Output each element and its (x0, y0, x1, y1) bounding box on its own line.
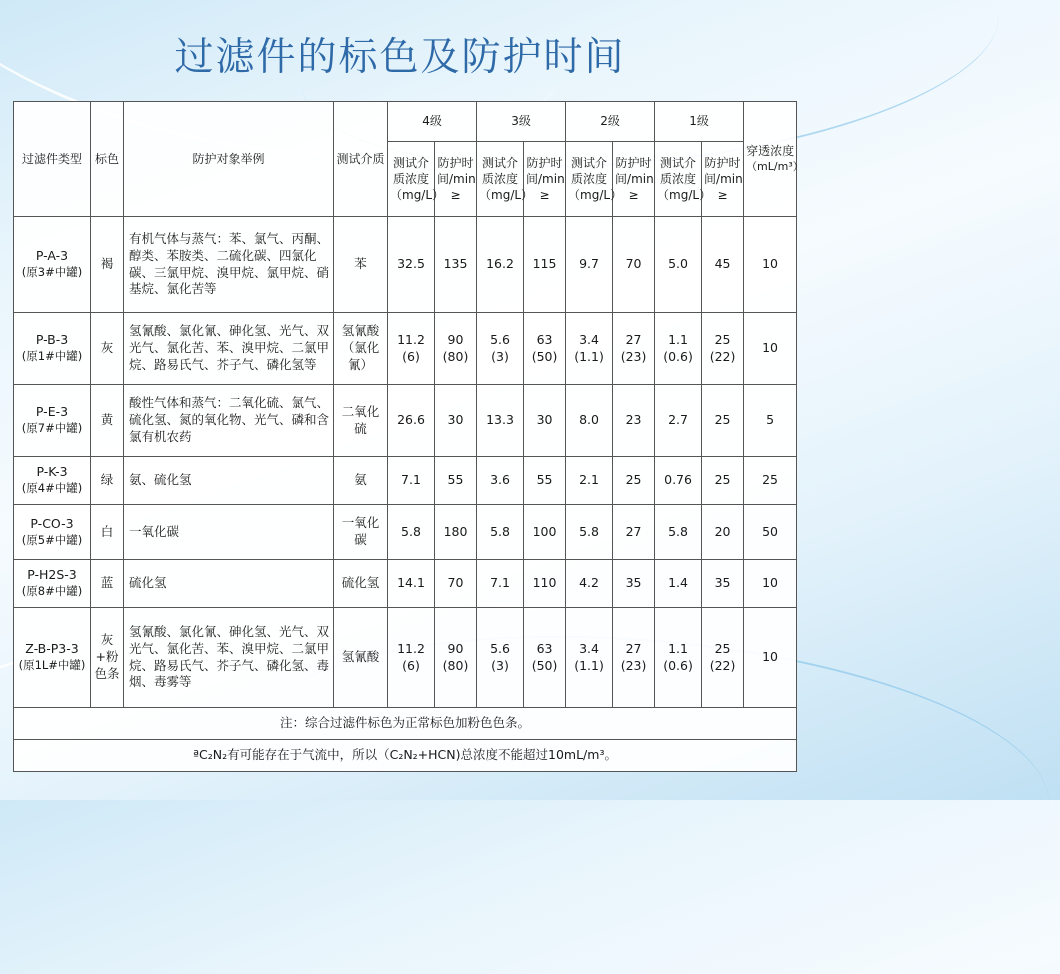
filter-type-cell (14, 457, 91, 505)
filter-type: P-K-3 (36, 464, 68, 480)
header-concentration: 测试介质浓度（mg/L） (566, 142, 613, 217)
concentration-cell (655, 560, 702, 608)
protect-time-cell-alt-value: (50) (531, 657, 558, 673)
color-cell: 白 (91, 505, 124, 560)
concentration-cell (388, 560, 435, 608)
concentration-cell (566, 457, 613, 505)
header-level-3: 3级 (477, 102, 566, 142)
concentration-cell (477, 385, 524, 457)
filter-type: Z-B-P3-3 (25, 641, 79, 657)
concentration-cell-value: 32.5 (397, 256, 425, 272)
protection-objects-cell: 氨、硫化氢 (124, 457, 334, 505)
header-protect-time: 防护时间/min ≥ (613, 142, 655, 217)
protect-time-cell (524, 608, 566, 708)
concentration-cell-value: 7.1 (490, 575, 510, 591)
protect-time-cell (524, 560, 566, 608)
header-penetration-label: 穿透浓度 (746, 144, 795, 159)
concentration-cell-alt-value: (0.6) (663, 348, 693, 364)
concentration-cell-alt-value: (0.6) (663, 657, 693, 673)
filter-type-former: (原1L#中罐) (18, 658, 86, 673)
filter-type: P-E-3 (35, 404, 69, 420)
protect-time-cell (702, 560, 744, 608)
concentration-cell-value: 5.8 (668, 523, 688, 539)
header-concentration: 测试介质浓度（mg/L） (388, 142, 435, 217)
concentration-cell-value: 2.1 (579, 472, 599, 488)
filter-type: P-CO-3 (30, 515, 74, 531)
filter-type-former: (原7#中罐) (21, 421, 83, 436)
protect-time-cell (435, 385, 477, 457)
header-protection-objects: 防护对象举例 (124, 102, 334, 217)
header-color: 标色 (91, 102, 124, 217)
protect-time-cell-value: 23 (625, 412, 642, 428)
test-medium-cell: 硫化氢 (334, 560, 388, 608)
header-level-2: 2级 (566, 102, 655, 142)
color-cell: 褐 (91, 217, 124, 313)
protect-time-cell-value: 45 (714, 256, 731, 272)
header-concentration: 测试介质浓度（mg/L） (655, 142, 702, 217)
concentration-cell-value: 13.3 (486, 412, 514, 428)
concentration-cell-value: 5.6 (490, 640, 510, 656)
protect-time-cell-alt-value: (80) (442, 348, 469, 364)
filter-type-former: (原3#中罐) (21, 265, 83, 280)
filter-type-cell (14, 505, 91, 560)
concentration-cell-value: 7.1 (401, 472, 421, 488)
protect-time-cell (435, 217, 477, 313)
protect-time-cell-value: 35 (714, 575, 731, 591)
color-cell: 绿 (91, 457, 124, 505)
protect-time-cell-alt-value: (50) (531, 348, 558, 364)
concentration-cell (566, 385, 613, 457)
header-test-medium: 测试介质 (334, 102, 388, 217)
protect-time-cell-value: 115 (532, 256, 557, 272)
concentration-cell-value: 5.8 (490, 523, 510, 539)
header-protect-time: 防护时间/min ≥ (524, 142, 566, 217)
protect-time-cell (613, 608, 655, 708)
concentration-cell (477, 217, 524, 313)
protection-objects-cell: 氢氰酸、氯化氰、砷化氢、光气、双光气、氯化苦、苯、溴甲烷、二氯甲烷、路易氏气、芥子气、磷化氢等 (124, 313, 334, 385)
test-medium-cell: 苯 (334, 217, 388, 313)
protect-time-cell-value: 55 (536, 472, 553, 488)
filter-type: P-H2S-3 (27, 567, 77, 583)
protect-time-cell-alt-value: (22) (709, 348, 736, 364)
concentration-cell-alt-value: (3) (491, 657, 509, 673)
filter-type: P-B-3 (35, 332, 69, 348)
concentration-cell-value: 1.1 (668, 331, 688, 347)
header-penetration (744, 102, 804, 217)
protect-time-cell (435, 313, 477, 385)
protect-time-cell (524, 217, 566, 313)
concentration-cell (655, 217, 702, 313)
protect-time-cell (702, 385, 744, 457)
test-medium-cell: 二氧化硫 (334, 385, 388, 457)
filter-table (13, 101, 804, 772)
protect-time-cell-value: 90 (447, 331, 464, 347)
protect-time-cell (613, 217, 655, 313)
concentration-cell-value: 11.2 (397, 640, 425, 656)
protect-time-cell (613, 560, 655, 608)
protect-time-cell (702, 313, 744, 385)
concentration-cell-value: 5.8 (579, 523, 599, 539)
protect-time-cell-value: 27 (625, 331, 642, 347)
protect-time-cell (613, 313, 655, 385)
concentration-cell-value: 1.1 (668, 640, 688, 656)
concentration-cell (655, 385, 702, 457)
protect-time-cell-value: 30 (447, 412, 464, 428)
protection-objects-cell: 有机气体与蒸气：苯、氯气、丙酮、醇类、苯胺类、二硫化碳、四氯化碳、三氯甲烷、溴甲烷、氯甲烷、硝基烷、氯化苦等 (124, 217, 334, 313)
protect-time-cell-value: 25 (714, 412, 731, 428)
page-title: 过滤件的标色及防护时间 (174, 35, 626, 80)
concentration-cell (388, 217, 435, 313)
concentration-cell (566, 608, 613, 708)
concentration-cell (655, 505, 702, 560)
table-row (14, 385, 797, 457)
protect-time-cell-value: 20 (714, 523, 731, 539)
concentration-cell (477, 560, 524, 608)
concentration-cell (566, 560, 613, 608)
concentration-cell-value: 3.6 (490, 472, 510, 488)
concentration-cell (566, 313, 613, 385)
table-row (14, 217, 797, 313)
protect-time-cell-value: 35 (625, 575, 642, 591)
protect-time-cell-value: 70 (625, 256, 642, 272)
concentration-cell-value: 3.4 (579, 640, 599, 656)
protect-time-cell-value: 63 (536, 331, 553, 347)
penetration-cell: 10 (744, 560, 797, 608)
concentration-cell-value: 4.2 (579, 575, 599, 591)
protect-time-cell (435, 457, 477, 505)
protect-time-cell-value: 25 (714, 472, 731, 488)
concentration-cell-value: 0.76 (664, 472, 692, 488)
concentration-cell (477, 313, 524, 385)
protect-time-cell-value: 25 (714, 331, 731, 347)
protect-time-cell (524, 457, 566, 505)
table-row (14, 457, 797, 505)
protect-time-cell (613, 505, 655, 560)
concentration-cell-value: 11.2 (397, 331, 425, 347)
header-protect-time: 防护时间/min ≥ (702, 142, 744, 217)
protect-time-cell (524, 385, 566, 457)
protect-time-cell (435, 608, 477, 708)
protect-time-cell-value: 70 (447, 575, 464, 591)
penetration-cell: 25 (744, 457, 797, 505)
header-level-4: 4级 (388, 102, 477, 142)
protect-time-cell (702, 217, 744, 313)
concentration-cell (388, 608, 435, 708)
concentration-cell-alt-value: (1.1) (574, 348, 604, 364)
protect-time-cell-value: 55 (447, 472, 464, 488)
concentration-cell-value: 2.7 (668, 412, 688, 428)
protect-time-cell-alt-value: (22) (709, 657, 736, 673)
header-penetration-unit: （mL/m³） (746, 159, 804, 173)
penetration-cell: 10 (744, 217, 797, 313)
protect-time-cell (613, 457, 655, 505)
concentration-cell-value: 3.4 (579, 331, 599, 347)
color-cell: 灰+粉色条 (91, 608, 124, 708)
concentration-cell (655, 313, 702, 385)
concentration-cell (388, 313, 435, 385)
protect-time-cell (702, 505, 744, 560)
filter-type-former: (原1#中罐) (21, 349, 83, 364)
filter-type-cell (14, 560, 91, 608)
filter-type-cell (14, 608, 91, 708)
protect-time-cell (613, 385, 655, 457)
penetration-cell: 10 (744, 313, 797, 385)
table-row (14, 608, 797, 708)
protection-objects-cell: 硫化氢 (124, 560, 334, 608)
protect-time-cell-value: 180 (443, 523, 468, 539)
note-2: ªC₂N₂有可能存在于气流中，所以（C₂N₂+HCN)总浓度不能超过10mL/m³。 (14, 740, 797, 772)
concentration-cell-value: 1.4 (668, 575, 688, 591)
protect-time-cell (435, 505, 477, 560)
header-concentration: 测试介质浓度（mg/L） (477, 142, 524, 217)
color-cell: 灰 (91, 313, 124, 385)
concentration-cell (388, 385, 435, 457)
header-protect-time: 防护时间/min ≥ (435, 142, 477, 217)
filter-type-former: (原8#中罐) (21, 584, 83, 599)
concentration-cell (566, 505, 613, 560)
protect-time-cell-value: 63 (536, 640, 553, 656)
table-row (14, 560, 797, 608)
concentration-cell-value: 8.0 (579, 412, 599, 428)
protect-time-cell-alt-value: (23) (620, 657, 647, 673)
filter-type-former: (原4#中罐) (21, 481, 83, 496)
protect-time-cell-value: 30 (536, 412, 553, 428)
penetration-cell: 5 (744, 385, 797, 457)
test-medium-cell: 一氧化碳 (334, 505, 388, 560)
header-level-1: 1级 (655, 102, 744, 142)
protect-time-cell-value: 27 (625, 523, 642, 539)
concentration-cell-alt-value: (6) (402, 348, 420, 364)
concentration-cell-value: 14.1 (397, 575, 425, 591)
protect-time-cell-alt-value: (23) (620, 348, 647, 364)
penetration-cell: 50 (744, 505, 797, 560)
concentration-cell (477, 505, 524, 560)
protect-time-cell (435, 560, 477, 608)
concentration-cell (655, 457, 702, 505)
protect-time-cell (702, 457, 744, 505)
protect-time-cell (524, 313, 566, 385)
concentration-cell (388, 505, 435, 560)
concentration-cell (477, 608, 524, 708)
protect-time-cell-value: 27 (625, 640, 642, 656)
concentration-cell-value: 26.6 (397, 412, 425, 428)
protect-time-cell-value: 100 (532, 523, 557, 539)
header-filter-type: 过滤件类型 (14, 102, 91, 217)
protect-time-cell-value: 25 (714, 640, 731, 656)
table-row (14, 313, 797, 385)
protection-objects-cell: 氢氰酸、氯化氰、砷化氢、光气、双光气、氯化苦、苯、溴甲烷、二氯甲烷、路易氏气、芥子气、磷化氢、毒烟、毒雾等 (124, 608, 334, 708)
protection-objects-cell: 酸性气体和蒸气：二氧化硫、氯气、硫化氢、氮的氧化物、光气、磷和含氯有机农药 (124, 385, 334, 457)
protect-time-cell-value: 25 (625, 472, 642, 488)
concentration-cell-alt-value: (1.1) (574, 657, 604, 673)
filter-type-former: (原5#中罐) (21, 532, 83, 547)
concentration-cell-value: 16.2 (486, 256, 514, 272)
filter-type-cell (14, 313, 91, 385)
color-cell: 蓝 (91, 560, 124, 608)
concentration-cell-alt-value: (3) (491, 348, 509, 364)
concentration-cell (655, 608, 702, 708)
test-medium-cell: 氢氰酸 (334, 608, 388, 708)
color-cell: 黄 (91, 385, 124, 457)
concentration-cell-value: 5.8 (401, 523, 421, 539)
table-row (14, 505, 797, 560)
concentration-cell (477, 457, 524, 505)
protect-time-cell-value: 110 (532, 575, 557, 591)
filter-type-cell (14, 385, 91, 457)
filter-type-cell (14, 217, 91, 313)
concentration-cell-value: 5.6 (490, 331, 510, 347)
protect-time-cell-alt-value: (80) (442, 657, 469, 673)
test-medium-cell: 氢氰酸（氯化氰） (334, 313, 388, 385)
test-medium-cell: 氨 (334, 457, 388, 505)
concentration-cell-value: 9.7 (579, 256, 599, 272)
penetration-cell: 10 (744, 608, 797, 708)
filter-type: P-A-3 (35, 248, 69, 264)
protect-time-cell (702, 608, 744, 708)
protect-time-cell (524, 505, 566, 560)
concentration-cell-value: 5.0 (668, 256, 688, 272)
note-1: 注：综合过滤件标色为正常标色加粉色色条。 (14, 708, 797, 740)
protect-time-cell-value: 135 (443, 256, 468, 272)
protection-objects-cell: 一氧化碳 (124, 505, 334, 560)
concentration-cell-alt-value: (6) (402, 657, 420, 673)
concentration-cell (566, 217, 613, 313)
concentration-cell (388, 457, 435, 505)
protect-time-cell-value: 90 (447, 640, 464, 656)
